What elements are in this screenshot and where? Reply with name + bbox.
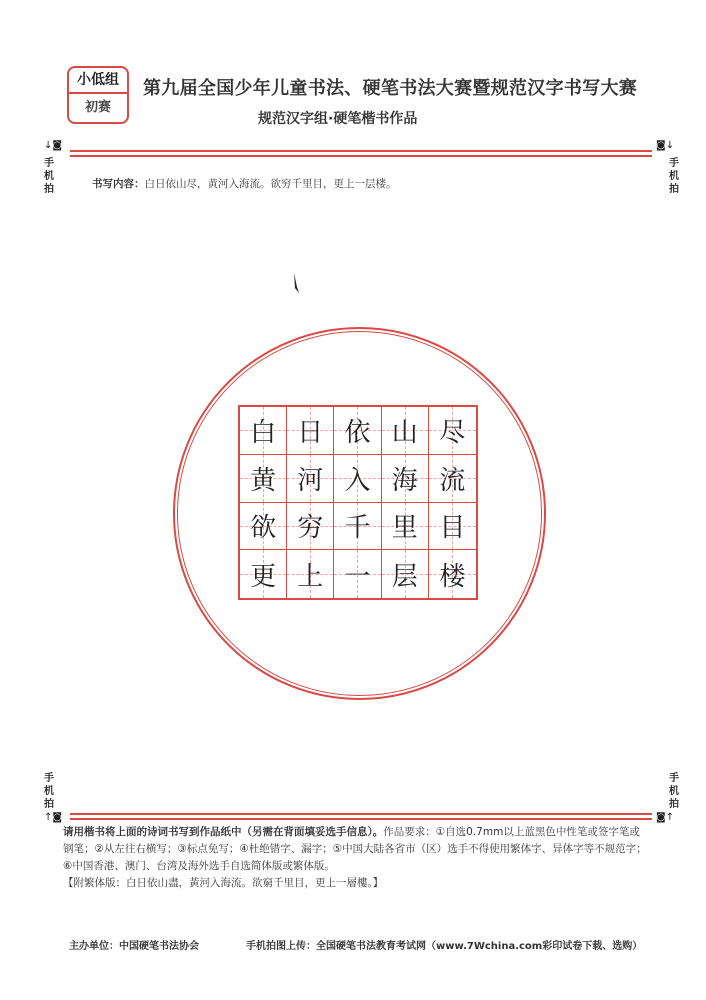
side-label-top-right: 手 机 拍 <box>669 158 679 195</box>
bottom-border-line-2 <box>70 818 652 820</box>
writing-content <box>92 176 397 191</box>
grid-cell: 黄 <box>240 455 287 503</box>
grid-cell: 尽 <box>429 407 476 455</box>
top-border-line-2 <box>70 155 652 157</box>
grid-cell: 千 <box>334 503 381 551</box>
grid-cell: 欲 <box>240 503 287 551</box>
grid-cell: 穷 <box>287 503 334 551</box>
instructions <box>63 824 648 892</box>
grid-cell: 海 <box>382 455 429 503</box>
writing-content-text: 白日依山尽，黄河入海流。欲穷千里目，更上一层楼。 <box>144 178 397 190</box>
grid-cell: 更 <box>240 550 287 598</box>
grid-cell: 上 <box>287 550 334 598</box>
page-subtitle: 规范汉字组·硬笔楷书作品 <box>258 111 418 127</box>
camera-icon: ◙ <box>656 812 666 823</box>
camera-marker-top-right: ◙↓ <box>656 140 675 151</box>
writing-content-label: 书写内容： <box>92 178 145 190</box>
instructions-requirements: 作品要求：①自选0.7mm以上蓝黑色中性笔或签字笔或钢笔；②从左往右横写；③标点免写；④杜绝错字、漏字；⑤中国大陆各省市（区）选手不得使用繁体字、异体字等不规范字；⑥中国香港、澳门、台湾及海外选手自选简体版或繁体版。 <box>63 826 647 872</box>
page-title: 第九届全国少年儿童书法、硬笔书法大赛暨规范汉字书写大赛 <box>143 78 638 99</box>
group-label: 小低组 <box>69 68 127 94</box>
grid-cell: 入 <box>334 455 381 503</box>
upload-info: 手机拍图上传：全国硬笔书法教育考试网（www.7Wchina.com彩印试卷下载、选购） <box>246 941 643 952</box>
grid-cell: 层 <box>382 550 429 598</box>
grid-cell: 目 <box>429 503 476 551</box>
camera-marker-top-left: ↓◙ <box>44 140 63 151</box>
side-label-top-left: 手 机 拍 <box>44 158 54 195</box>
grid-cell: 流 <box>429 455 476 503</box>
organizer: 主办单位：中国硬笔书法协会 <box>69 941 199 952</box>
grid-cell: 山 <box>382 407 429 455</box>
grid-cell: 一 <box>334 550 381 598</box>
stage-label: 初赛 <box>84 100 111 115</box>
group-badge <box>67 66 129 124</box>
grid-cell: 里 <box>382 503 429 551</box>
bottom-border-line <box>70 813 652 815</box>
grid-cell: 白 <box>240 407 287 455</box>
traditional-version: 【附繁体版：白日依山盡，黃河入海流。欲窮千里目，更上一層樓。】 <box>63 877 384 889</box>
camera-marker-bottom-right: ◙↑ <box>656 812 675 823</box>
camera-icon: ◙ <box>52 812 63 823</box>
grid-cell: 依 <box>334 407 381 455</box>
grid-cell: 楼 <box>429 550 476 598</box>
camera-icon: ◙ <box>656 140 666 151</box>
side-label-bottom-left: 手 机 拍 <box>44 773 54 810</box>
practice-grid <box>238 405 478 600</box>
camera-marker-bottom-left: ↑◙ <box>44 812 63 823</box>
grid-cell: 河 <box>287 455 334 503</box>
pen-stroke-mark <box>291 272 301 294</box>
top-border-line <box>70 150 652 152</box>
grid-cell: 日 <box>287 407 334 455</box>
instructions-main: 请用楷书将上面的诗词书写到作品纸中（另需在背面填妥选手信息）。 <box>63 826 384 838</box>
camera-icon: ◙ <box>52 140 63 151</box>
side-label-bottom-right: 手 机 拍 <box>669 773 679 810</box>
